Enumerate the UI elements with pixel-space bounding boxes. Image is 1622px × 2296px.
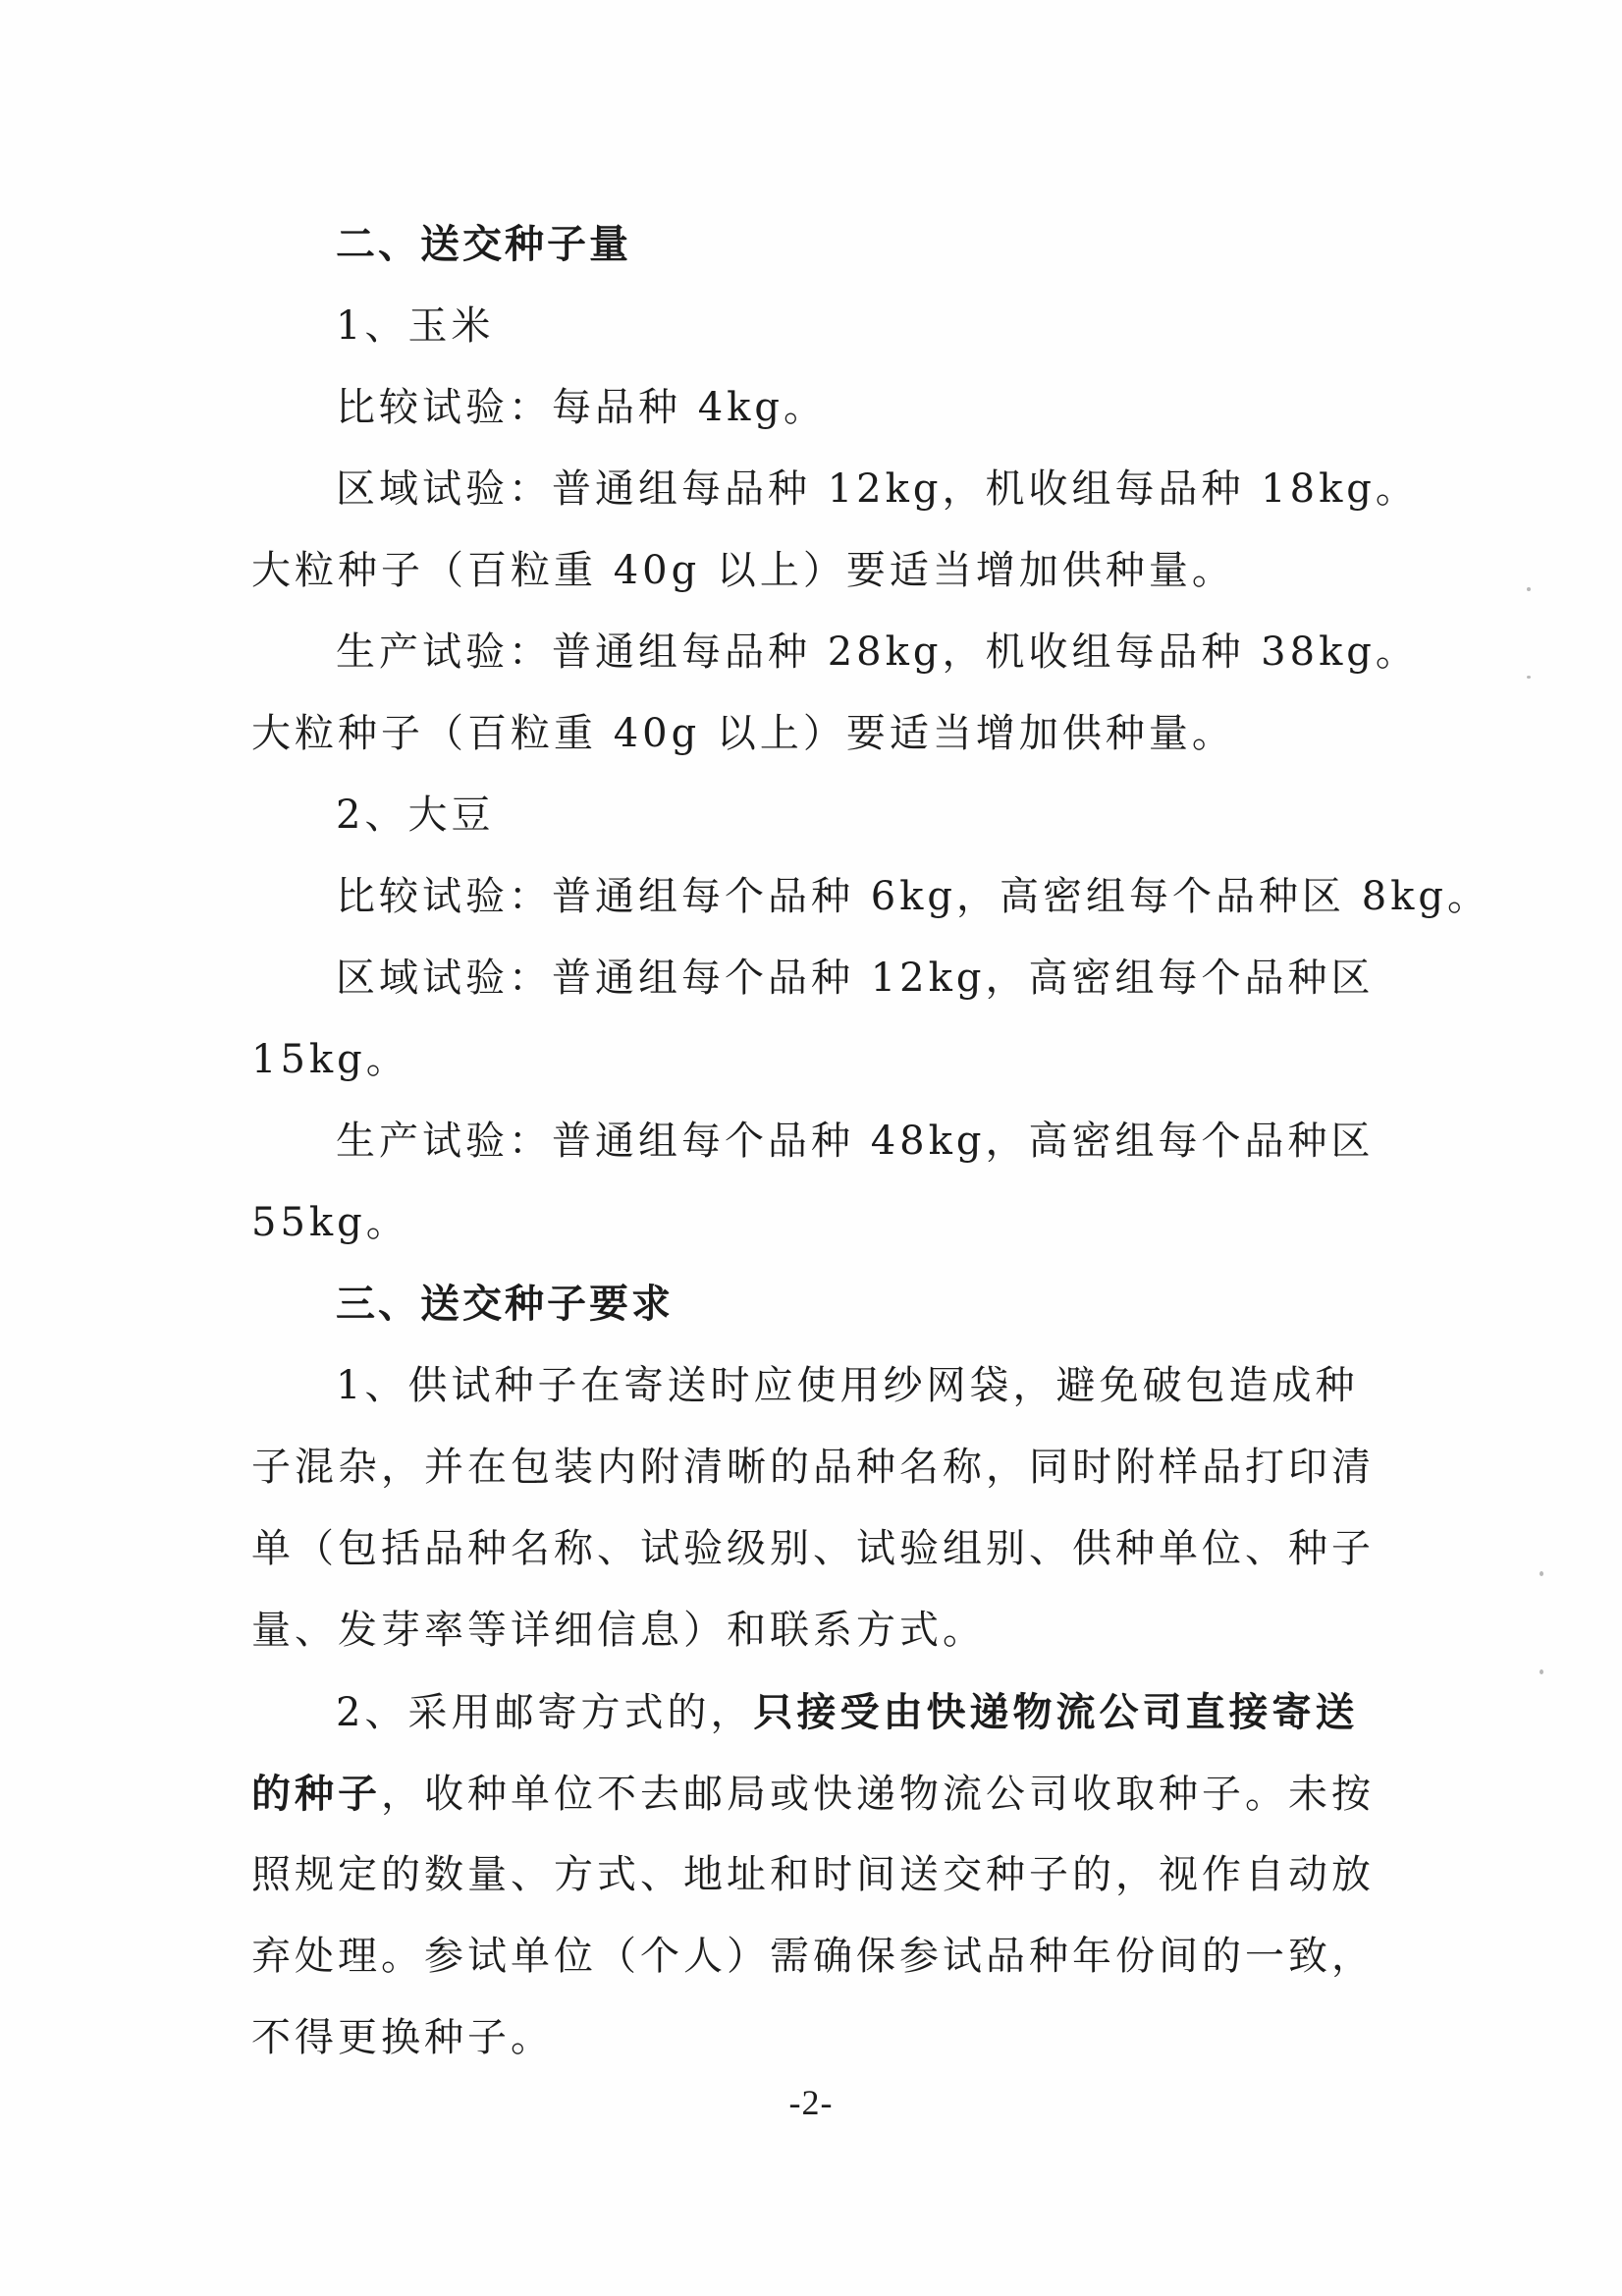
section-heading-seed-requirements: 三、送交种子要求 [336,1282,674,1327]
section-heading-seed-quantity: 二、送交种子量 [336,222,631,267]
requirement-2-line-2 [251,1753,1380,1834]
requirement-2-line-2-normal: ，收种单位不去邮局或快递物流公司收取种子。未按 [381,1772,1375,1817]
soybean-regional-trial-cont: 15kg。 [251,1037,409,1082]
requirement-2-line-1-normal: 2、采用邮寄方式的， [336,1690,754,1735]
requirement-1-line-1: 1、供试种子在寄送时应使用纱网袋，避免破包造成种 [336,1363,1359,1408]
corn-comparison-trial: 比较试验：每品种 4kg。 [336,385,828,430]
subsection-title-corn: 1、玉米 [336,303,495,349]
requirement-2-line-1-bold: 只接受由快递物流公司直接寄送 [753,1689,1359,1735]
page-number: -2- [788,2083,834,2122]
corn-regional-trial: 区域试验：普通组每品种 12kg，机收组每品种 18kg。 [336,466,1419,512]
scan-speck [1527,676,1531,679]
scan-speck [1540,1669,1543,1674]
scan-speck [1540,1571,1543,1576]
soybean-production-trial: 生产试验：普通组每个品种 48kg，高密组每个品种区 [336,1119,1375,1164]
requirement-1-line-2: 子混杂，并在包装内附清晰的品种名称，同时附样品打印清 [251,1445,1375,1490]
requirement-2-line-4: 弃处理。参试单位（个人）需确保参试品种年份间的一致， [251,1934,1375,1979]
corn-production-trial: 生产试验：普通组每品种 28kg，机收组每品种 38kg。 [336,629,1419,675]
requirement-1-line-4: 量、发芽率等详细信息）和联系方式。 [251,1608,986,1653]
scan-speck [1527,587,1531,591]
soybean-comparison-trial: 比较试验：普通组每个品种 6kg，高密组每个品种区 8kg。 [336,874,1491,919]
document-body [251,204,1491,2079]
soybean-regional-trial: 区域试验：普通组每个品种 12kg，高密组每个品种区 [336,956,1375,1001]
subsection-title-soybean: 2、大豆 [336,793,495,838]
requirement-2-line-5: 不得更换种子。 [251,2015,554,2060]
requirement-2-line-1 [251,1671,1380,1753]
corn-regional-trial-note: 大粒种子（百粒重 40g 以上）要适当增加供种量。 [251,548,1235,593]
requirement-2-line-3: 照规定的数量、方式、地址和时间送交种子的，视作自动放 [251,1852,1375,1897]
requirement-2-line-2-bold: 的种子 [251,1771,381,1817]
requirement-1-line-3: 单（包括品种名称、试验级别、试验组别、供种单位、种子 [251,1526,1375,1571]
soybean-production-trial-cont: 55kg。 [251,1200,409,1245]
corn-production-trial-note: 大粒种子（百粒重 40g 以上）要适当增加供种量。 [251,711,1235,756]
